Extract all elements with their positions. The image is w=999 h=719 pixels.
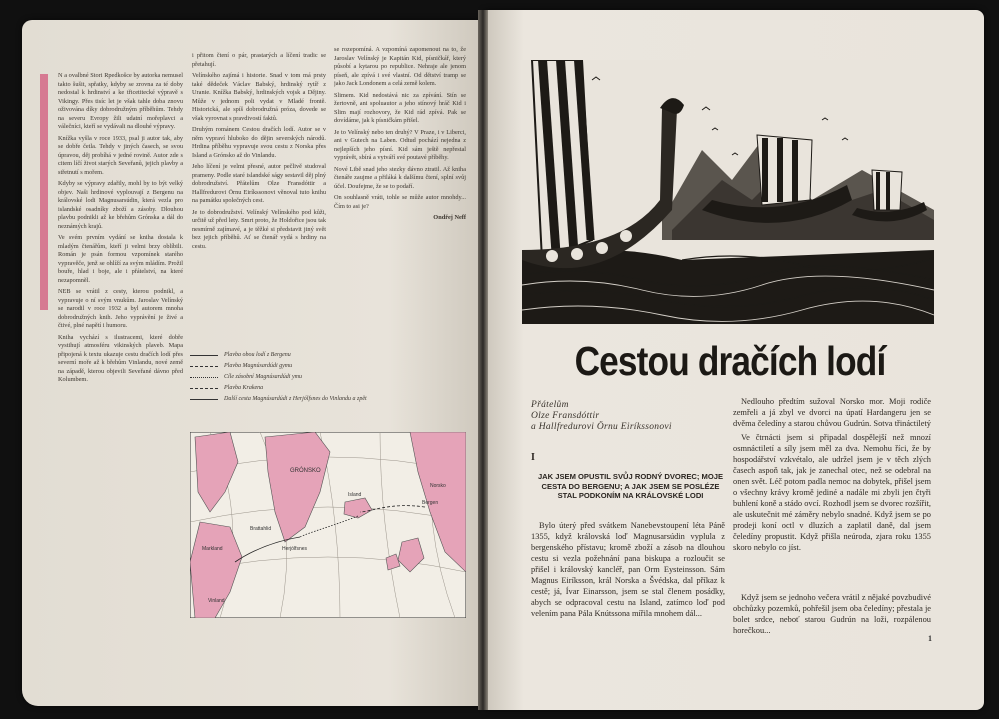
left-col2-para: Je to dobrodružství. Velínský Velínského pod kůži, určitě už před lety. Smrt proto, že Holdořice jsou tak nesmírně zajímavé, a je těžké si představit jiný svět bez jejich příběhů. Ať se čtenář vydá s hrdiny na cestu. — [192, 208, 326, 250]
legend-line-dotted — [190, 377, 218, 378]
left-col3-para: Je to Velínský nebo ten druhý? V Praze, i v Liberci, ani v Gutech na Laben. Odtud pochází nejedna z nejlepších jeho písní. Kid sám ještě nepřestal vyprávět, sbírá a vytváří své poutavé příběhy. — [334, 128, 466, 161]
left-col2-para: Jeho líčení je velmi přesné, autor pečlivě studoval prameny. Podle staré islandské ságy sestavil děj plný dobrodružství. Přátelům Olze Fransdóttir a Hallfredurovi Örnu Eiríkssonovi věnoval tuto knihu na památku společných cest. — [192, 163, 326, 204]
map-label: Brattahlid — [250, 526, 272, 532]
map-label: GRÓNSKO — [290, 468, 321, 474]
voyage-map — [190, 432, 466, 618]
left-column-3 — [334, 46, 466, 322]
legend-label: Další cesta Magnúsardúdi z Herjólfsnes do Vinlandu a zpět — [224, 396, 367, 402]
article-title: Cestou dračích lodí — [574, 338, 886, 384]
right-col2-para3: Když jsem se jednoho večera vrátil z nějaké povzbudivé obchůzky pozemků, pohřešil jsem oba čeledíny; přestala je bolet srdce, neboť starou Gudrún na loži, rozpálenou horečkou... — [733, 593, 931, 635]
chapter-heading: JAK JSEM OPUSTIL SVŮJ RODNÝ DVOREC; MOJE CESTA DO BERGENU; A JAK JSEM SE POSLÉZE STAL PODKONÍM NA KRÁLOVSKÉ LODI — [537, 472, 724, 500]
chapter-number: I — [531, 452, 535, 463]
map-label: Island — [348, 492, 362, 498]
book-gutter — [478, 10, 488, 710]
legend-item — [190, 350, 460, 361]
legend-item — [190, 383, 460, 394]
right-col2-para1: Nedlouho předtím sužoval Norsko mor. Moji rodiče zemřeli a já zbyl ve dvorci na úpatí Hardangeru jen se dvěma čeledíny a starou chůvou Gudrún. Sotva třináctiletý — [733, 397, 931, 428]
left-col3-para: Nové Libě snad jeho stezky dávno ztratil. Až kniha čtenáře zaujme a přiláká k dalšímu čtení, splní svůj účel. Doufejme, že se to podaří. — [334, 165, 466, 190]
left-column-2 — [192, 52, 326, 338]
legend-label: Plavba Magnúsardúdi gymu — [224, 363, 293, 369]
map-label: Norsko — [430, 483, 446, 489]
left-col1-para: Ve svém prvním vydání se kniha dostala k mladým čtenářům, kteří ji velmi brzy oblíbili. Román je psán formou vzpomínek starého vypravěče, jenž se ohlíží za svým mládím. Prožil bouře, hlad i boje, ale i přátelství, na které nezapomněl. — [58, 234, 183, 284]
viking-ship-illustration — [522, 60, 934, 324]
map-label: Herjólfsnes — [282, 546, 308, 552]
left-col3-para: On souhlasně vráti, tohle se může autor mnohdy... Čím to asi je? — [334, 194, 466, 210]
map-label: Bergen — [422, 500, 439, 506]
left-col2-para: Druhým románem Cestou dračích lodí. Autor se v něm vypraví hluboko do dějin severských národů. Hrdina příběhu vypravuje svou cestu z Norska přes Island a Grónsko až do Vinlandu. — [192, 126, 326, 159]
legend-item — [190, 361, 460, 372]
left-col3-para: Slimem. Kid nedostává nic za zpívání. Stín se žertovně, ani spoluautor a jeho stínový hráč Kid i Slim mají rozhovory, že Kid rád zpívá. Pak se dovídáme, jak k písničkám přišel. — [334, 91, 466, 124]
dedication: Přátelům Olze Fransdóttir a Hallfredurovi Örnu Eiríkssonovi — [531, 400, 672, 432]
legend-line-solid — [190, 355, 218, 356]
left-col1-para: N a ovalbné Stori Rpedkošce by autorka nemusel takto šušit, spřatky, kdyby se zrovna za té doby nedostal k hrdinství a ke třicetitecké výpravě s Vikingy. Přes tisíc let je však tahle doba znovu oživována díky dobrodružným příběhům. Tehdy na severu Evropy žili udatní mořeplavci a válečníci, kteří se vydávali na dlouhé výpravy. — [58, 72, 183, 130]
right-col1-text: Bylo úterý před svátkem Nanebevstoupení léta Páně 1355, když královská loď Magnusarsúdin vyplula z bergenského přístavu; kromě zboží a zásob na dlouhou cestu si vezla požehnání pana biskupa a rozloučit se přišel i královský kancléř, pan Orm Eysteinsson. Sám Magnus Eiríksson, král Norska a Švédska, dal příkaz k cestě; já, Ívar Einarsson, jsem se stal členem posádky, abych se odpracoval cestu na Island, zatímco loď pod velením pana Pála Knútssona mířila mnohem dál... — [531, 521, 725, 618]
author-signature: Ondřej Neff — [433, 214, 466, 221]
page-number: 1 — [928, 634, 932, 643]
legend-line-dashed — [190, 366, 218, 367]
map-legend — [190, 350, 460, 405]
left-col1-para: Knížka vyšla v roce 1933, psal ji autor tak, aby se dobře četla. Tehdy v jiných časech, se svou úpravou, děj probíhá v jedné rovině. Autor zde s citem líčí život starých Seveřanů, jejich plavby a střetnutí s mořem. — [58, 134, 183, 176]
left-col1-para: Kniha vychází s ilustracemi, které dobře vystihují atmosféru vikinských plaveb. Mapa připojená k textu ukazuje cestu dračích lodí přes severní moře až k břehům Vinlandu, nové země na západě, kterou objevili Seveřané dávno před Kolumbem. — [58, 333, 183, 383]
left-col2-para: Velínského zajímá i historie. Snad v tom má prsty také dědeček Václav Babský, hrdinský rytíř z Uranie. Knížka Babský, hrdinských vojsk a Dějiny. Může v jednom poli vydat v Mladé frontě. Historická, ale spíš dobrodružná próza, dovede se však vyrovnat s pravdivostí faktů. — [192, 72, 326, 122]
legend-label: Plavba obou lodí z Bergenu — [224, 352, 291, 358]
left-col1-para: NEB se vrátil z cesty, kterou podnikl, a vypravuje o ní svým vnukům. Jaroslav Velínský se narodil v roce 1932 a byl autorem mnoha dobrodružných knih. Jeho vyprávění je živé a čtivé, plné napětí i humoru. — [58, 288, 183, 329]
left-col1-para: Kdyby se výpravy zdařily, mohl by to být velký objev. Naši hrdinové vyplouvají z Bergenu na královské lodi Magnusarsúdin, která vezla pro islandské osadníky zboží a zásoby. Dlouhou plavbu podnikli až ke břehům Grónska a dál do neznámých krajů. — [58, 180, 183, 230]
right-col2-para2: Ve čtrnácti jsem si připadal dospělejší než mnozí osmnáctiletí a síly jsem měl za dva. Nemohu říci, že by hospodářství vzkvétalo, ale udržel jsem je v těch zlých časech aspoň tak, jak je zanechal otec, než se odebral na onen svět. Léč potom padla nemoc na dobytek, přišel jsem o všechny krávy kromě jediné a nadále mi zbyli jen čtyři buhlení koně a stádo ovcí. Rozhodl jsem se dvorec rozšířit, ale uskutečnit mé záměry nebylo snadné. Když jsem se po prodeji koní octl v dluzích a zaplatil daně, dal jsem čeledíny propustit. Když přišla neúroda, zjara roku 1355 skoro nebylo co jíst. — [733, 433, 931, 552]
left-col3-para: se rozepomíná. A vzpomíná zapomenout na to, že Jaroslav Velínský je Kapitán Kid, písničkář, který působí a kytarou po republice. Nehraje ale jenom píseň, ale zpívá i své vlastní. Od dětství tramp se jako Jack Londonem a celá země kolem. — [334, 46, 466, 87]
legend-line-long — [190, 399, 218, 400]
map-label: Markland — [202, 546, 223, 552]
pink-accent-bar — [40, 74, 48, 310]
map-label: Vinland — [208, 598, 225, 604]
legend-label: Cíle zásobní Magnúsardúdi ymu — [224, 374, 302, 380]
left-column-1 — [58, 72, 183, 632]
legend-label: Plavba Krakena — [224, 385, 264, 391]
legend-item — [190, 372, 460, 383]
legend-line-dashdot — [190, 388, 218, 389]
legend-item — [190, 394, 460, 405]
left-col2-para: i přitom čtení o pár, prastarých a líčení tradic se přetahují. — [192, 52, 326, 68]
